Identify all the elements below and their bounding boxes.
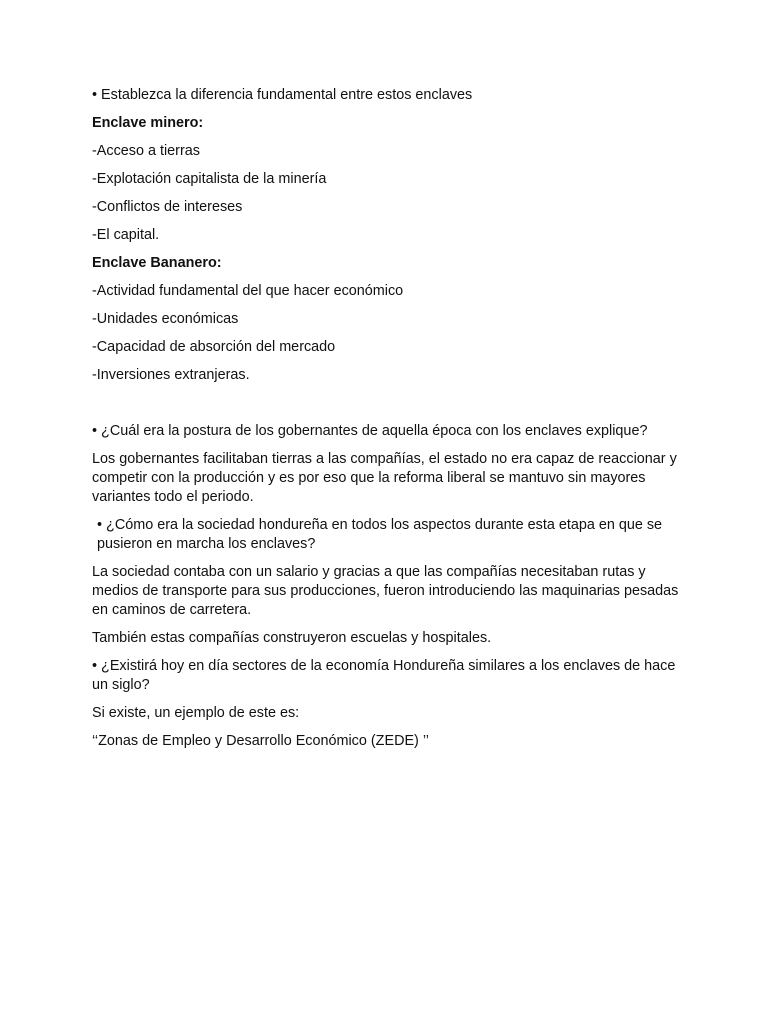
list-item: -Capacidad de absorción del mercado — [92, 339, 336, 355]
list-item: -Inversiones extranjeras. — [92, 367, 250, 383]
question-sectores: • ¿Existirá hoy en día sectores de la economía Hondureña similares a los enclaves de hace un siglo? — [92, 658, 676, 693]
heading-enclave-bananero: Enclave Bananero: — [92, 255, 222, 271]
example-zede: ‘‘Zonas de Empleo y Desarrollo Económico (ZEDE) ’’ — [92, 733, 429, 749]
section-spacer — [92, 394, 682, 422]
heading-enclave-minero: Enclave minero: — [92, 115, 204, 131]
list-item: -Acceso a tierras — [92, 143, 200, 159]
document-content — [92, 86, 682, 760]
list-item: -El capital. — [92, 227, 160, 243]
answer-gobernantes: Los gobernantes facilitaban tierras a las compañías, el estado no era capaz de reaccionar y competir con la producción y es por eso que la reforma liberal se mantuvo sin mayores variantes todo el periodo. — [92, 451, 677, 505]
list-item: -Explotación capitalista de la minería — [92, 171, 327, 187]
list-item: -Conflictos de intereses — [92, 199, 243, 215]
question-gobernantes: • ¿Cuál era la postura de los gobernantes de aquella época con los enclaves explique? — [92, 423, 648, 439]
question-differences: • Establezca la diferencia fundamental entre estos enclaves — [92, 87, 473, 103]
list-item: -Actividad fundamental del que hacer económico — [92, 283, 404, 299]
answer-sociedad: La sociedad contaba con un salario y gracias a que las compañías necesitaban rutas y medios de transporte para sus producciones, fueron introduciendo las maquinarias pesadas en caminos de carretera. — [92, 564, 679, 618]
answer-sectores: Si existe, un ejemplo de este es: — [92, 705, 300, 721]
question-sociedad: • ¿Cómo era la sociedad hondureña en todos los aspectos durante esta etapa en que se pusieron en marcha los enclaves? — [97, 517, 663, 552]
list-item: -Unidades económicas — [92, 311, 239, 327]
answer-sociedad-2: También estas compañías construyeron escuelas y hospitales. — [92, 630, 492, 646]
